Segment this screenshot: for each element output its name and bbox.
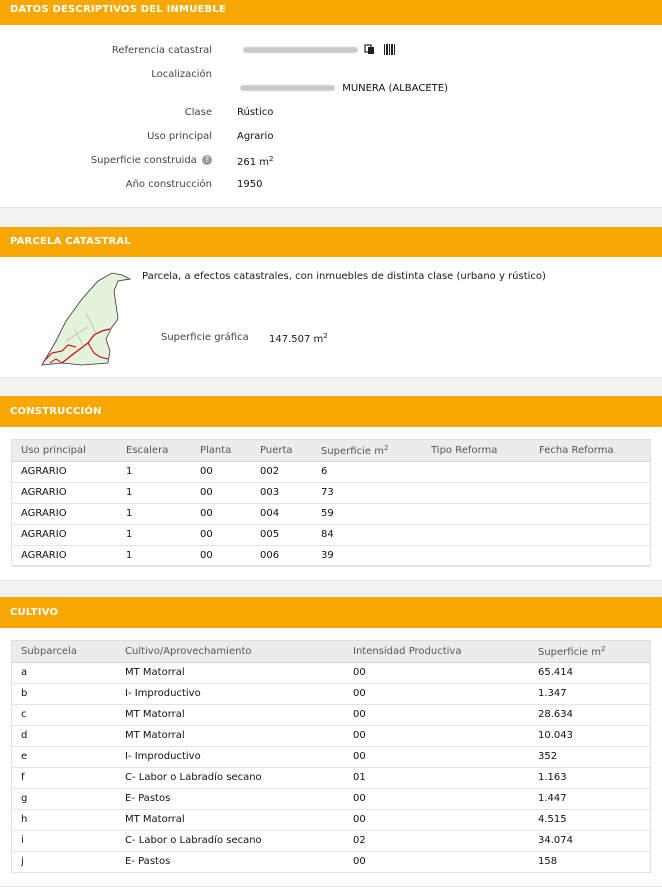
- table-cell: 65.414: [529, 662, 650, 683]
- col-fecha-reforma: Fecha Reforma: [530, 440, 650, 461]
- superficie-grafica-label: Superficie gráfica: [161, 332, 249, 343]
- table-row: [12, 830, 650, 851]
- parcela-section-body: [0, 257, 662, 378]
- table-cell: AGRARIO: [12, 461, 117, 482]
- parcela-section-header: PARCELA CATASTRAL: [0, 227, 662, 257]
- uso-value: Agrario: [237, 131, 274, 142]
- table-row: [12, 809, 650, 830]
- cultivo-section-header: CULTIVO: [0, 597, 662, 628]
- section-gap: [0, 581, 662, 597]
- superficie-construida-label: [0, 155, 212, 166]
- table-row: [12, 503, 650, 524]
- table-cell: 59: [312, 503, 422, 524]
- table-cell: 00: [344, 725, 529, 746]
- superficie-construida-value: [237, 155, 273, 168]
- table-cell: MT Matorral: [116, 725, 344, 746]
- table-cell: [530, 461, 650, 482]
- table-cell: f: [12, 767, 116, 788]
- table-cell: 004: [251, 503, 312, 524]
- table-cell: 73: [312, 482, 422, 503]
- superficie-grafica-value: [269, 332, 328, 345]
- table-row: [12, 524, 650, 545]
- table-cell: 39: [312, 545, 422, 566]
- table-row: [12, 482, 650, 503]
- redacted-address: [240, 85, 335, 91]
- col-planta: Planta: [191, 440, 251, 461]
- superficie-construida-text: Superficie construida: [90, 155, 197, 166]
- table-row: [12, 704, 650, 725]
- clase-value: Rústico: [237, 107, 274, 118]
- table-cell: MT Matorral: [116, 662, 344, 683]
- col-superficie-text: Superficie m: [321, 445, 384, 457]
- table-cell: [530, 482, 650, 503]
- table-cell: e: [12, 746, 116, 767]
- section-gap: [0, 378, 662, 396]
- col-puerta: Puerta: [251, 440, 312, 461]
- table-cell: 1: [117, 482, 191, 503]
- cultivo-table: [12, 641, 650, 873]
- col-superficie-cultivo: [529, 641, 650, 662]
- table-cell: d: [12, 725, 116, 746]
- table-cell: [422, 545, 530, 566]
- table-row: [12, 662, 650, 683]
- table-cell: 00: [191, 461, 251, 482]
- table-cell: g: [12, 788, 116, 809]
- table-cell: 00: [344, 662, 529, 683]
- table-cell: 84: [312, 524, 422, 545]
- table-cell: [422, 503, 530, 524]
- referencia-value: [243, 44, 396, 56]
- table-cell: 6: [312, 461, 422, 482]
- table-cell: 01: [344, 767, 529, 788]
- table-cell: 00: [191, 503, 251, 524]
- col-intensidad: Intensidad Productiva: [344, 641, 529, 662]
- table-cell: j: [12, 851, 116, 872]
- table-cell: 00: [191, 482, 251, 503]
- table-cell: 00: [344, 704, 529, 725]
- cultivo-table-wrap: [11, 640, 651, 873]
- table-cell: C- Labor o Labradío secano: [116, 767, 344, 788]
- anio-value: 1950: [237, 179, 263, 190]
- table-cell: 1: [117, 503, 191, 524]
- table-cell: 00: [344, 683, 529, 704]
- construccion-table-wrap: [11, 439, 651, 566]
- table-row: [12, 545, 650, 566]
- table-cell: [422, 482, 530, 503]
- table-row: [12, 746, 650, 767]
- col-cultivo: Cultivo/Aprovechamiento: [116, 641, 344, 662]
- cultivo-section-body: [0, 628, 662, 887]
- superficie-grafica-unit: 2: [323, 332, 328, 340]
- table-cell: 002: [251, 461, 312, 482]
- table-row: [12, 851, 650, 872]
- table-cell: 1: [117, 461, 191, 482]
- table-row: [12, 461, 650, 482]
- table-cell: h: [12, 809, 116, 830]
- superficie-grafica-number: 147.507 m: [269, 334, 324, 345]
- table-cell: [530, 524, 650, 545]
- localizacion-value: [240, 83, 448, 94]
- construccion-header-row: [12, 440, 650, 461]
- table-cell: 005: [251, 524, 312, 545]
- localizacion-label: Localización: [151, 69, 212, 80]
- table-cell: 006: [251, 545, 312, 566]
- clase-label: Clase: [184, 107, 212, 118]
- table-row: [12, 788, 650, 809]
- referencia-label: Referencia catastral: [111, 45, 212, 56]
- table-cell: 28.634: [529, 704, 650, 725]
- table-row: [12, 725, 650, 746]
- parcela-description: Parcela, a efectos catastrales, con inmuebles de distinta clase (urbano y rústico): [142, 271, 546, 282]
- table-cell: 003: [251, 482, 312, 503]
- table-cell: C- Labor o Labradío secano: [116, 830, 344, 851]
- info-icon[interactable]: ?: [202, 155, 212, 165]
- barcode-icon[interactable]: [384, 44, 396, 55]
- superficie-construida-number: 261 m: [237, 157, 270, 168]
- table-cell: 10.043: [529, 725, 650, 746]
- col-tipo-reforma: Tipo Reforma: [422, 440, 530, 461]
- construccion-section-header: CONSTRUCCIÓN: [0, 396, 662, 427]
- col-superficie: [312, 440, 422, 461]
- table-cell: c: [12, 704, 116, 725]
- copy-icon[interactable]: [364, 44, 375, 55]
- table-cell: 02: [344, 830, 529, 851]
- construccion-table-body: [12, 461, 650, 566]
- construccion-table: [12, 440, 650, 567]
- col-superficie-cultivo-unit: 2: [600, 644, 606, 653]
- col-uso-principal: Uso principal: [12, 440, 117, 461]
- table-cell: 00: [344, 746, 529, 767]
- table-cell: 00: [344, 809, 529, 830]
- table-cell: I- Improductivo: [116, 683, 344, 704]
- table-cell: 00: [344, 851, 529, 872]
- table-cell: 352: [529, 746, 650, 767]
- table-cell: 00: [191, 545, 251, 566]
- table-row: [12, 767, 650, 788]
- datos-section-body: [0, 25, 662, 208]
- construccion-section-body: [0, 427, 662, 581]
- table-cell: I- Improductivo: [116, 746, 344, 767]
- superficie-construida-unit: 2: [269, 155, 274, 163]
- table-cell: 1.347: [529, 683, 650, 704]
- table-cell: 158: [529, 851, 650, 872]
- cultivo-table-body: [12, 662, 650, 872]
- table-cell: [530, 503, 650, 524]
- table-cell: AGRARIO: [12, 482, 117, 503]
- table-cell: AGRARIO: [12, 503, 117, 524]
- table-cell: 4.515: [529, 809, 650, 830]
- col-superficie-cultivo-text: Superficie m: [538, 646, 601, 658]
- redacted-reference: [243, 47, 358, 53]
- anio-label: Año construcción: [125, 179, 212, 190]
- localizacion-municipio: MUNERA (ALBACETE): [342, 83, 448, 94]
- table-cell: MT Matorral: [116, 809, 344, 830]
- table-row: [12, 683, 650, 704]
- section-gap: [0, 208, 662, 227]
- parcel-map-thumbnail[interactable]: [22, 269, 132, 374]
- table-cell: 1.163: [529, 767, 650, 788]
- table-cell: 1: [117, 545, 191, 566]
- table-cell: b: [12, 683, 116, 704]
- table-cell: AGRARIO: [12, 524, 117, 545]
- table-cell: 00: [191, 524, 251, 545]
- table-cell: 00: [344, 788, 529, 809]
- table-cell: 34.074: [529, 830, 650, 851]
- table-cell: a: [12, 662, 116, 683]
- col-subparcela: Subparcela: [12, 641, 116, 662]
- col-superficie-unit: 2: [383, 443, 389, 452]
- table-cell: [422, 461, 530, 482]
- col-escalera: Escalera: [117, 440, 191, 461]
- table-cell: 1: [117, 524, 191, 545]
- table-cell: [422, 524, 530, 545]
- table-cell: E- Pastos: [116, 788, 344, 809]
- table-cell: 1.447: [529, 788, 650, 809]
- table-cell: i: [12, 830, 116, 851]
- table-cell: AGRARIO: [12, 545, 117, 566]
- table-cell: E- Pastos: [116, 851, 344, 872]
- table-cell: MT Matorral: [116, 704, 344, 725]
- table-cell: [530, 545, 650, 566]
- cultivo-header-row: [12, 641, 650, 662]
- uso-label: Uso principal: [147, 131, 212, 142]
- datos-section-header: DATOS DESCRIPTIVOS DEL INMUEBLE: [0, 0, 662, 25]
